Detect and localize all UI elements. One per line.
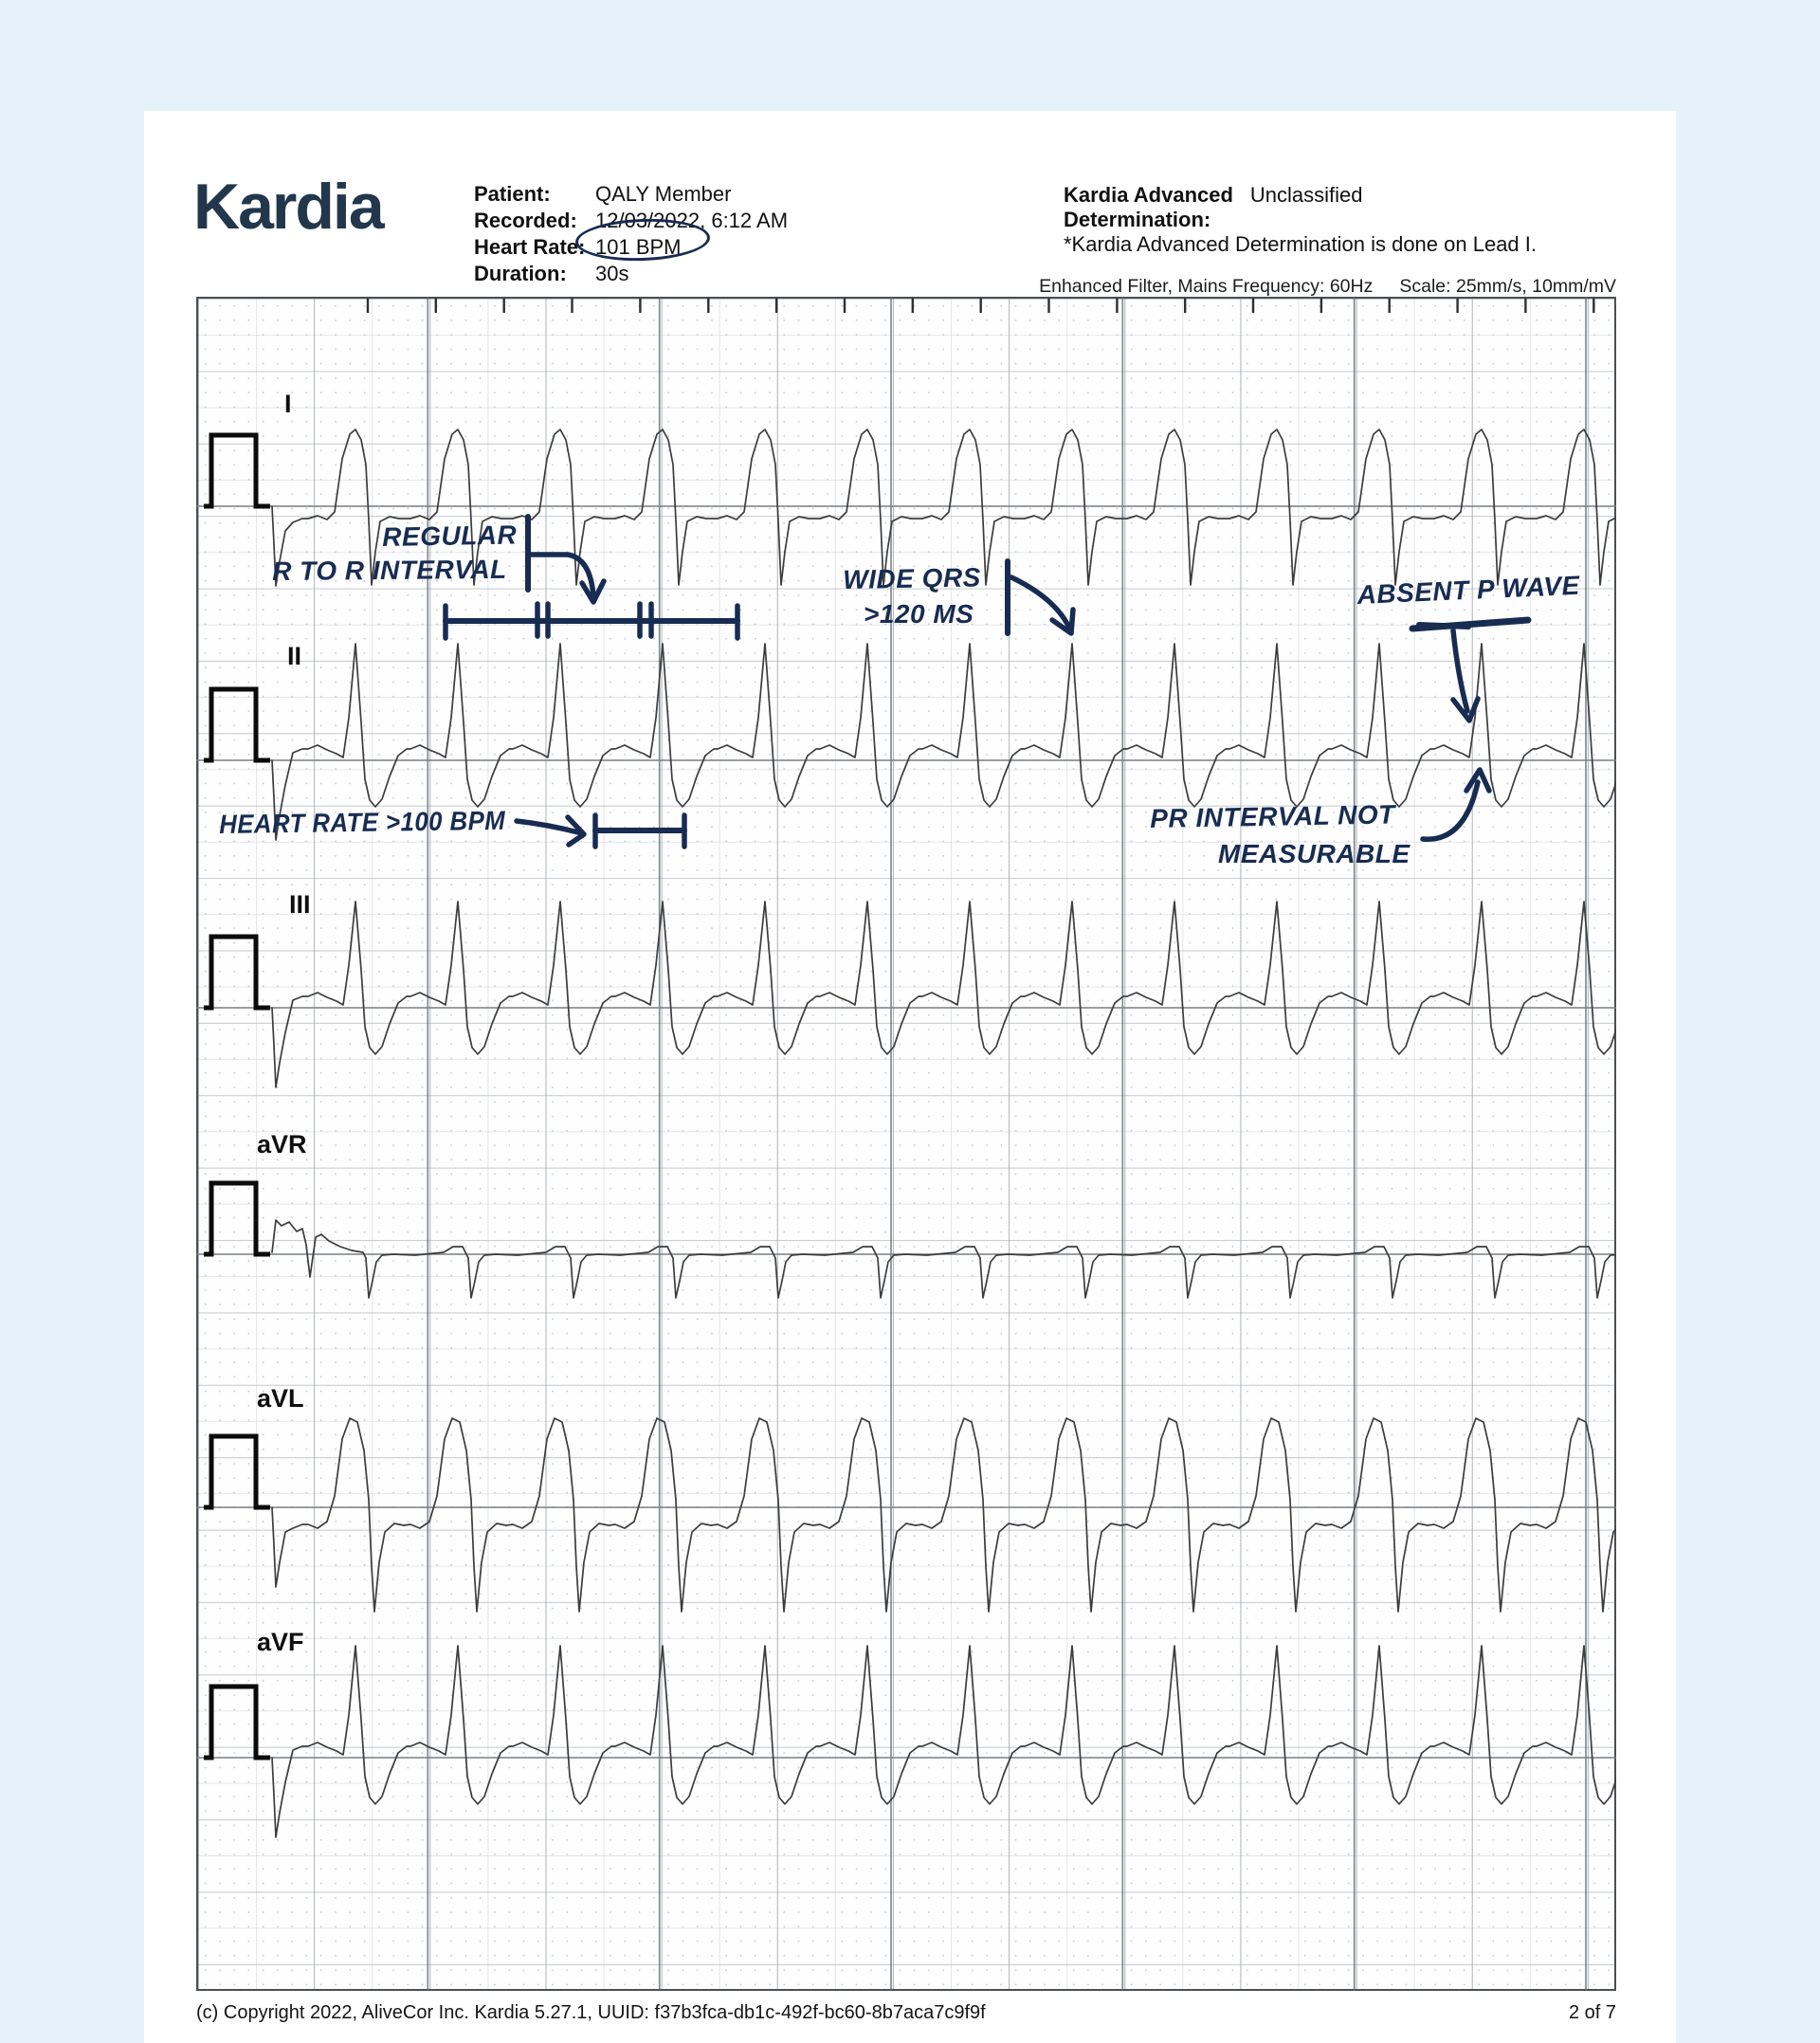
footer-copyright: (c) Copyright 2022, AliveCor Inc. Kardia 5.27.1, UUID: f37b3fca-db1c-492f-bc60-8b7aca7c9f9f: [196, 2002, 986, 2023]
filter-scale-line: [1039, 276, 1616, 298]
determination-bold1: Kardia Advanced: [1064, 183, 1233, 207]
patient-row: [474, 183, 788, 205]
filter-note: Enhanced Filter, Mains Frequency: 60Hz: [1039, 276, 1374, 297]
kardia-logo: Kardia: [193, 171, 383, 243]
duration-value: 30s: [595, 262, 629, 285]
annotation-regular-rr-line1: REGULAR: [382, 520, 518, 552]
determination-line2: Determination:: [1064, 208, 1211, 231]
patient-label: Patient:: [474, 182, 551, 206]
annotation-pr-interval-line1: PR INTERVAL NOT: [1150, 799, 1395, 833]
patient-value: QALY Member: [595, 182, 732, 206]
annotation-pr-interval-line2: MEASURABLE: [1218, 839, 1410, 868]
ecg-grid-area: [196, 297, 1616, 1991]
recorded-label: Recorded:: [474, 209, 577, 232]
determination-block: [1064, 183, 1632, 257]
lead-label-aVR: aVR: [257, 1130, 307, 1158]
lead-label-II: II: [287, 642, 302, 670]
lead-label-aVF: aVF: [257, 1628, 304, 1656]
heart-rate-value: 101 BPM: [595, 235, 682, 259]
heart-rate-label: Heart Rate:: [474, 235, 586, 259]
annotation-regular-rr-line2: R TO R INTERVAL: [272, 554, 507, 586]
lead-label-I: I: [284, 390, 292, 418]
recorded-value: 12/03/2022, 6:12 AM: [595, 209, 789, 232]
duration-row: [474, 263, 788, 284]
duration-label: Duration:: [474, 262, 567, 285]
lead-label-III: III: [289, 890, 311, 919]
determination-value: Unclassified: [1249, 183, 1363, 207]
footer-page-number: 2 of 7: [1568, 2002, 1616, 2023]
annotation-wide-qrs-line1: WIDE QRS: [843, 562, 982, 594]
determination-note: *Kardia Advanced Determination is done on Lead I.: [1064, 232, 1537, 256]
lead-label-aVL: aVL: [257, 1384, 304, 1413]
annotation-absent-p-wave: ABSENT P WAVE: [1356, 570, 1581, 610]
annotation-heart-rate: HEART RATE >100 BPM: [219, 805, 506, 839]
report-page: [144, 111, 1676, 2043]
determination-line1: [1064, 183, 1632, 208]
scale-note: Scale: 25mm/s, 10mm/mV: [1399, 276, 1616, 297]
annotation-wide-qrs-line2: >120 MS: [864, 599, 974, 629]
